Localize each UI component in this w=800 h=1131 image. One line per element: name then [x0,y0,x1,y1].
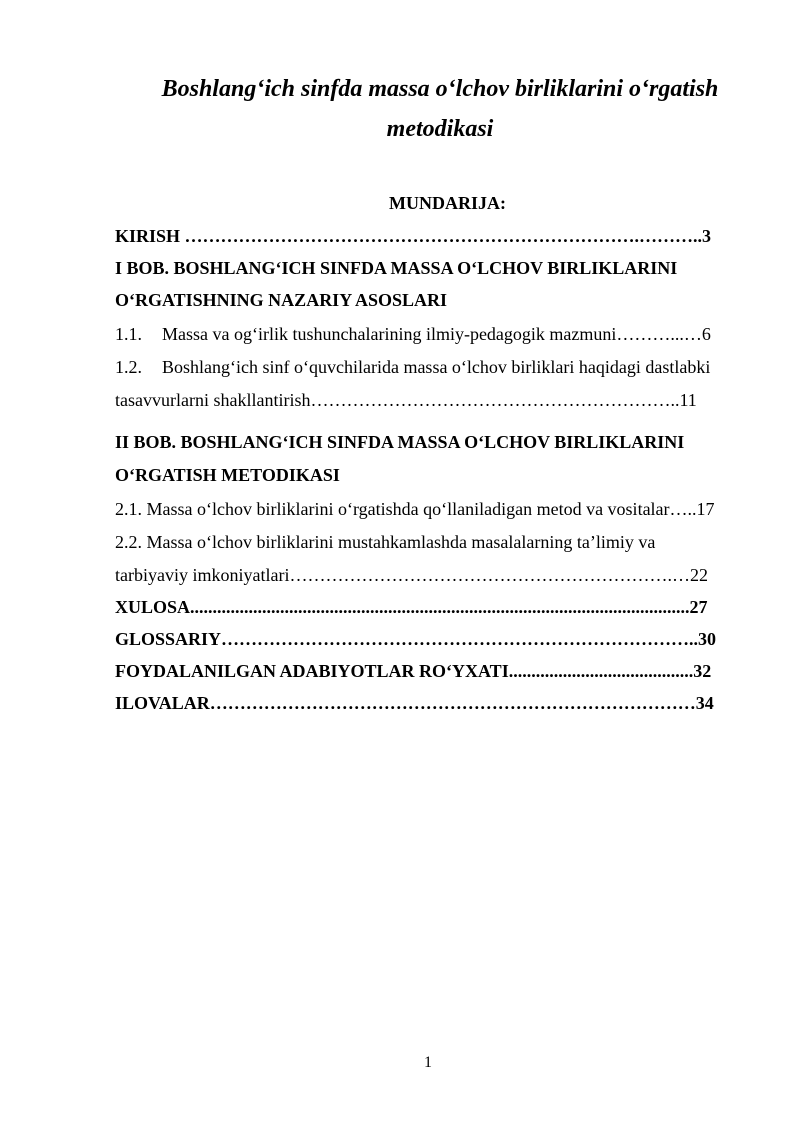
toc-entry-1-1 [115,324,711,345]
toc-entry-glossariy: GLOSSARIY……………………………………………………………………..30 [115,629,717,649]
toc-entry-kirish: KIRISH ………………………………………………………………….………..3 [115,226,712,246]
toc-entry-text: Massa va og‘irlik tushunchalarining ilmiy-pedagogik mazmuni………...…6 [162,324,711,344]
document-title-line2: metodikasi [386,116,494,142]
toc-entry-number: 1.2. [115,357,142,377]
page-number: 1 [424,1054,432,1071]
toc-entry-adabiyotlar: FOYDALANILGAN ADABIYOTLAR RO‘YXATI.........................................32 [115,661,712,681]
toc-entry-text: Boshlang‘ich sinf o‘quvchilarida massa o‘lchov birliklari haqidagi dastlabki [162,357,711,377]
toc-chapter1-line2: O‘RGATISHNING NAZARIY ASOSLARI [115,290,448,310]
toc-entry-2-1: 2.1. Massa o‘lchov birliklarini o‘rgatishda qo‘llaniladigan metod va vositalar…..17 [115,499,715,519]
toc-entry-1-2 [115,357,710,378]
toc-entry-1-2-continued: tasavvurlarni shakllantirish……………………………………………………..11 [115,390,697,410]
toc-chapter1-line1: I BOB. BOSHLANG‘ICH SINFDA MASSA O‘LCHOV BIRLIKLARINI [115,258,678,278]
toc-entry-2-2: 2.2. Massa o‘lchov birliklarini mustahkamlashda masalalarning ta’limiy va [115,532,656,552]
toc-entry-ilovalar: ILOVALAR………………………………………………………………………34 [115,693,714,713]
toc-entry-xulosa: XULOSA...............................................................................................................27 [115,597,708,617]
toc-heading: MUNDARIJA: [389,193,506,213]
document-title-line1: Boshlang‘ich sinfda massa o‘lchov birliklarini o‘rgatish [161,76,719,102]
toc-entry-2-2-continued: tarbiyaviy imkoniyatlari……………………………………………………….…22 [115,565,708,585]
toc-entry-number: 1.1. [115,324,142,344]
toc-chapter2-line1: II BOB. BOSHLANG‘ICH SINFDA MASSA O‘LCHOV BIRLIKLARINI [115,432,685,452]
toc-chapter2-line2: O‘RGATISH METODIKASI [115,465,340,485]
